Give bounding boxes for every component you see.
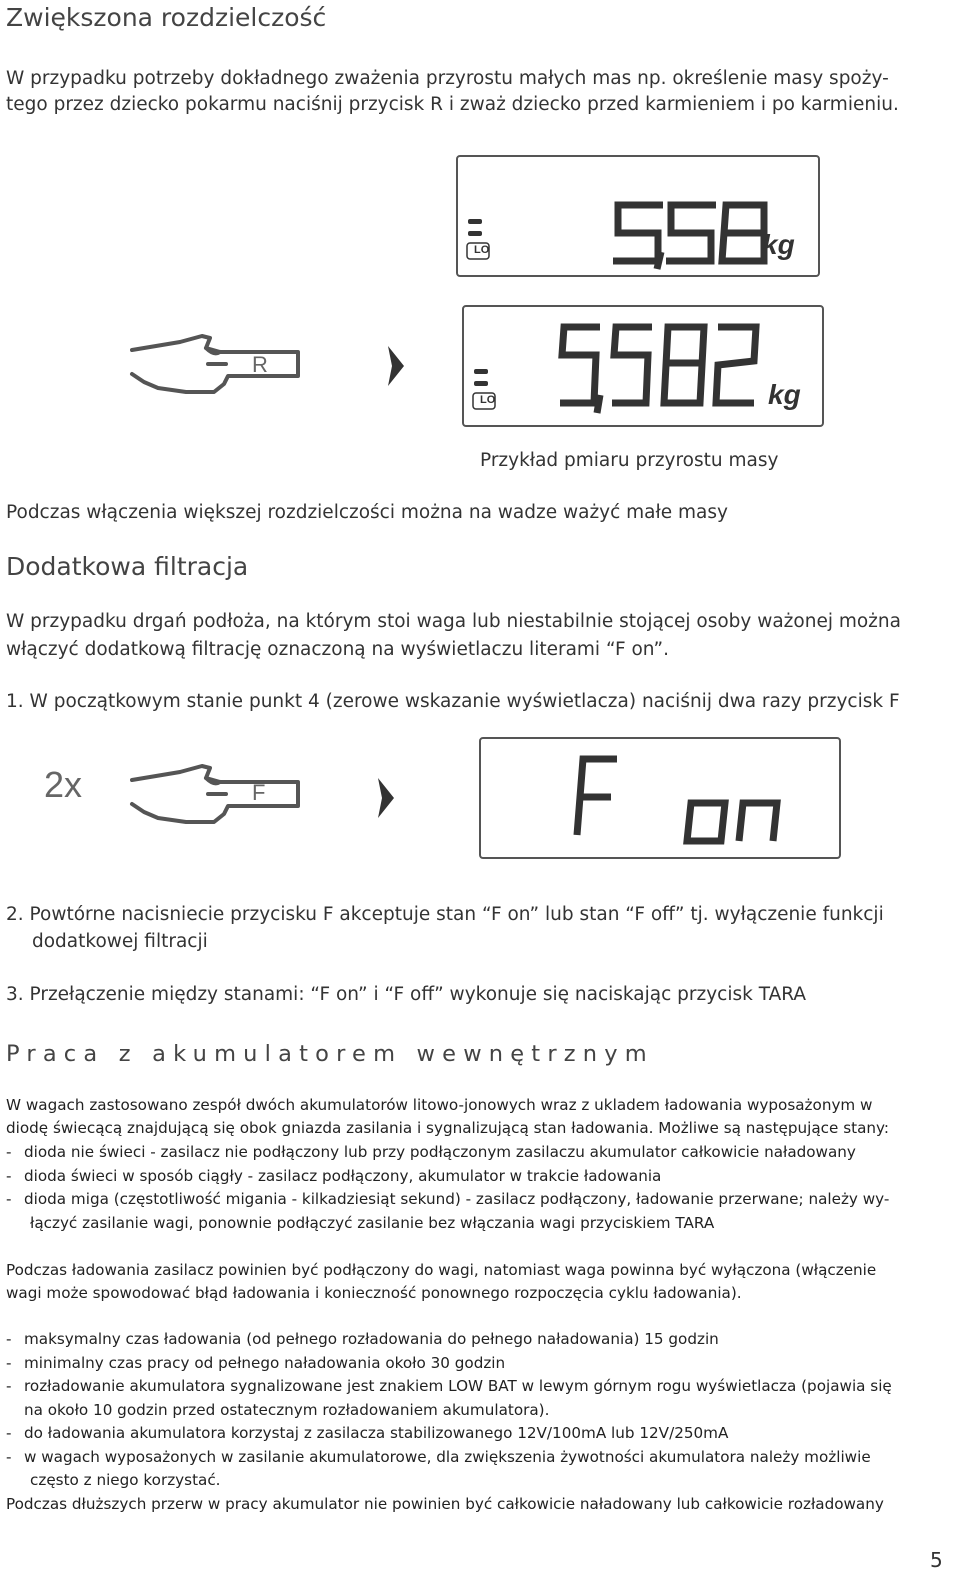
list-item-cont: łączyć zasilanie wagi, ponownie podłączyć zasilanie bez włączania wagi przyciskiem TARA	[30, 1213, 715, 1232]
list-item-cont: często z niego korzystać.	[30, 1471, 221, 1489]
list-item: - w wagach wyposażonych w zasilanie akumulatorowe, dla zwiększenia żywotności akumulatora należy możliwie	[6, 1447, 871, 1466]
state-list	[6, 1141, 889, 1235]
step-1: 1. W początkowym stanie punkt 4 (zerowe wskazanie wyświetlacza) naciśnij dwa razy przycisk F	[6, 691, 900, 712]
section-text-line: włączyć dodatkową filtrację oznaczoną na wyświetlaczu literami “F on”.	[6, 639, 669, 660]
lcd-display-bottom	[462, 305, 824, 427]
section-title-filtration: Dodatkowa filtracja	[6, 552, 249, 581]
notes-list	[6, 1328, 892, 1493]
list-item: - minimalny czas pracy od pełnego naładowania około 30 godzin	[6, 1353, 506, 1372]
list-item: - maksymalny czas ładowania (od pełnego rozładowania do pełnego naładowania) 15 godzin	[6, 1330, 719, 1348]
hand-press-f-icon	[128, 760, 308, 830]
list-item: - dioda nie świeci - zasilacz nie podłączony lub przy podłączonym zasilaczu akumulator całkowicie naładowany	[6, 1143, 856, 1161]
arrow-right-icon	[386, 344, 406, 388]
final-note: Podczas dłuższych przerw w pracy akumulator nie powinien być całkowicie naładowany lub całkowicie rozładowany	[6, 1495, 884, 1513]
list-item: - dioda świeci w sposób ciągły - zasilacz podłączony, akumulator w trakcie ładowania	[6, 1166, 662, 1185]
step-3: 3. Przełączenie między stanami: “F on” i “F off” wykonuje się naciskając przycisk TARA	[6, 984, 806, 1005]
lcd-unit: kg	[762, 229, 795, 260]
list-item: - do ładowania akumulatora korzystaj z zasilacza stabilizowanego 12V/100mA lub 12V/250mA	[6, 1424, 729, 1442]
figure-caption: Przykład pmiaru przyrostu masy	[480, 450, 779, 471]
lcd-indicator: LO	[480, 394, 496, 406]
lcd-indicator: LO	[474, 244, 490, 256]
page-number: 5	[930, 1548, 943, 1572]
button-f-label: F	[252, 780, 266, 805]
para-line: diodę świecącą znajdującą się obok gniazda zasilania i sygnalizującą stan ładowania. Możliwe są następujące stany:	[6, 1119, 890, 1137]
section-note: Podczas włączenia większej rozdzielczości można na wadze ważyć małe masy	[6, 502, 728, 523]
section-title-resolution: Zwiększona rozdzielczość	[6, 3, 327, 32]
lcd-display-filter	[479, 737, 841, 859]
list-item: - dioda miga (częstotliwość migania - kilkadziesiąt sekund) - zasilacz podłączony, ładowanie przerwane; należy wy-	[6, 1190, 890, 1208]
para-line: W wagach zastosowano zespół dwóch akumulatorów litowo-jonowych wraz z ukladem ładowania wyposażonym w	[6, 1096, 873, 1114]
step-2: 2. Powtórne nacisniecie przycisku F akceptuje stan “F on” lub stan “F off” tj. wyłączenie funkcji	[6, 904, 884, 925]
section-text-line: W przypadku drgań podłoża, na którym stoi waga lub niestabilnie stojącej osoby ważonej można	[6, 611, 901, 632]
arrow-right-icon	[376, 776, 396, 820]
hand-press-r-icon	[128, 330, 308, 400]
para-line: Podczas ładowania zasilacz powinien być podłączony do wagi, natomiast waga powinna być wyłączona (włączenie	[6, 1261, 877, 1279]
list-item: - rozładowanie akumulatora sygnalizowane jest znakiem LOW BAT w lewym górnym rogu wyświetlacza (pojawia się	[6, 1377, 892, 1395]
lcd-unit: kg	[768, 379, 801, 410]
para-line: wagi może spowodować błąd ładowania i konieczność ponownego rozpoczęcia cyklu ładowania).	[6, 1284, 742, 1302]
list-item-cont: na około 10 godzin przed ostatecznym rozładowaniem akumulatora).	[24, 1400, 550, 1419]
section-title-battery: Praca z akumulatorem wewnętrznym	[6, 1041, 654, 1067]
count-label: 2x	[44, 764, 83, 805]
step-2-cont: dodatkowej filtracji	[32, 931, 208, 952]
section-text-line: tego przez dziecko pokarmu naciśnij przycisk R i zważ dziecko przed karmieniem i po karmieniu.	[6, 94, 899, 115]
lcd-display-top	[456, 155, 820, 277]
button-r-label: R	[252, 352, 268, 377]
section-text-line: W przypadku potrzeby dokładnego zważenia przyrostu małych mas np. określenie masy spoży-	[6, 68, 889, 89]
